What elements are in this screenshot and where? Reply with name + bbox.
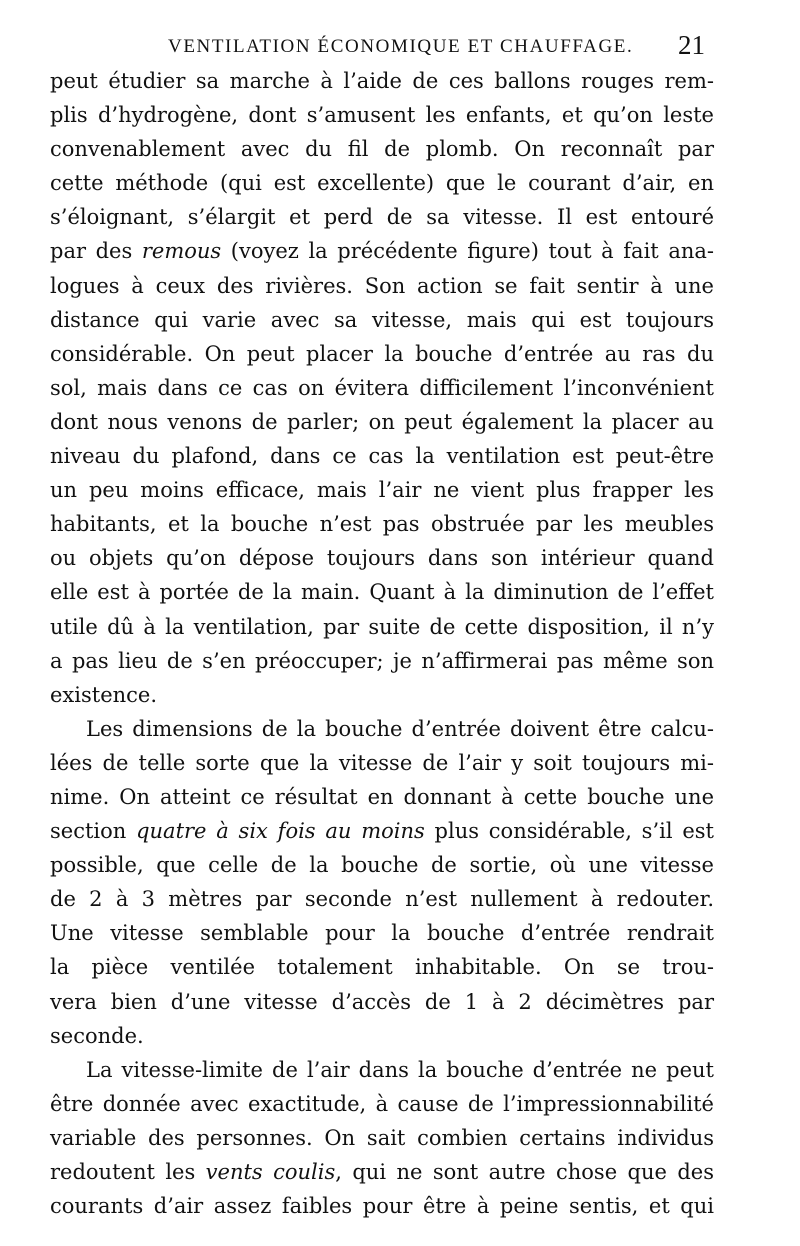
- text-line: La vitesse-limite de l’air dans la bouche d’entrée ne peut: [86, 1057, 714, 1082]
- body-text: [50, 64, 714, 1223]
- text-line: elle est à portée de la main. Quant à la diminution de l’effet: [50, 580, 714, 605]
- text-line: dont nous venons de parler; on peut également la placer au: [50, 409, 714, 434]
- text-line: niveau du plafond, dans ce cas la ventilation est peut-être: [50, 444, 714, 469]
- text-line: Les dimensions de la bouche d’entrée doivent être calcu-: [86, 716, 714, 741]
- text-line: variable des personnes. On sait combien certains individus: [50, 1125, 714, 1150]
- text-line: un peu moins efficace, mais l’air ne vient plus frapper les: [50, 478, 714, 503]
- text-run: , qui ne sont autre chose que des: [335, 1160, 714, 1184]
- text-line: de 2 à 3 mètres par seconde n’est nullement à redouter.: [50, 887, 714, 912]
- text-run: (voyez la précédente figure) tout à fait ana-: [221, 239, 714, 264]
- page-header: [0, 30, 800, 64]
- text-line: a pas lieu de s’en préoccuper; je n’affirmerai pas même son: [50, 648, 714, 673]
- italic-term: remous: [141, 239, 222, 264]
- text-line: lées de telle sorte que la vitesse de l’air y soit toujours mi-: [50, 750, 714, 775]
- text-line: la pièce ventilée totalement inhabitable. On se trou-: [50, 955, 714, 980]
- text-line: Une vitesse semblable pour la bouche d’entrée rendrait: [50, 921, 714, 946]
- text-line: courants d’air assez faibles pour être à peine sentis, et qui: [50, 1194, 714, 1219]
- text-line: utile dû à la ventilation, par suite de cette disposition, il n’y: [50, 614, 714, 639]
- text-line: vera bien d’une vitesse d’accès de 1 à 2 décimètres par: [50, 989, 714, 1014]
- text-line: s’éloignant, s’élargit et perd de sa vitesse. Il est entouré: [50, 205, 714, 230]
- running-title: VENTILATION ÉCONOMIQUE ET CHAUFFAGE.: [168, 36, 634, 57]
- text-line: peut étudier sa marche à l’aide de ces ballons rouges rem-: [50, 69, 714, 93]
- text-line: sol, mais dans ce cas on évitera difficilement l’inconvénient: [50, 375, 714, 400]
- text-line: [50, 814, 714, 848]
- text-line: cette méthode (qui est excellente) que le courant d’air, en: [50, 171, 714, 196]
- text-line: considérable. On peut placer la bouche d’entrée au ras du: [50, 341, 714, 366]
- italic-term: vents coulis: [205, 1160, 336, 1184]
- text-run: par des: [50, 239, 142, 264]
- text-line: habitants, et la bouche n’est pas obstruée par les meubles: [50, 512, 714, 537]
- text-run: plus considérable, s’il est: [424, 819, 714, 844]
- text-line: possible, que celle de la bouche de sortie, où une vitesse: [50, 853, 714, 878]
- italic-term: quatre à six fois au moins: [136, 819, 425, 844]
- text-line: distance qui varie avec sa vitesse, mais qui est toujours: [50, 307, 714, 332]
- text-line: [50, 1155, 714, 1189]
- text-line: être donnée avec exactitude, à cause de l’impressionnabilité: [50, 1091, 714, 1116]
- text-line: seconde.: [50, 1023, 144, 1048]
- text-line: existence.: [50, 682, 158, 707]
- text-run: redoutent les: [50, 1160, 206, 1184]
- text-line: convenablement avec du fil de plomb. On reconnaît par: [50, 137, 714, 162]
- text-line: [50, 234, 714, 268]
- page-number: 21: [678, 30, 705, 60]
- text-line: logues à ceux des rivières. Son action se fait sentir à une: [50, 273, 714, 298]
- text-line: nime. On atteint ce résultat en donnant à cette bouche une: [50, 784, 714, 809]
- text-run: section: [50, 819, 137, 844]
- text-line: ou objets qu’on dépose toujours dans son intérieur quand: [50, 546, 714, 571]
- text-line: plis d’hydrogène, dont s’amusent les enfants, et qu’on leste: [50, 103, 714, 128]
